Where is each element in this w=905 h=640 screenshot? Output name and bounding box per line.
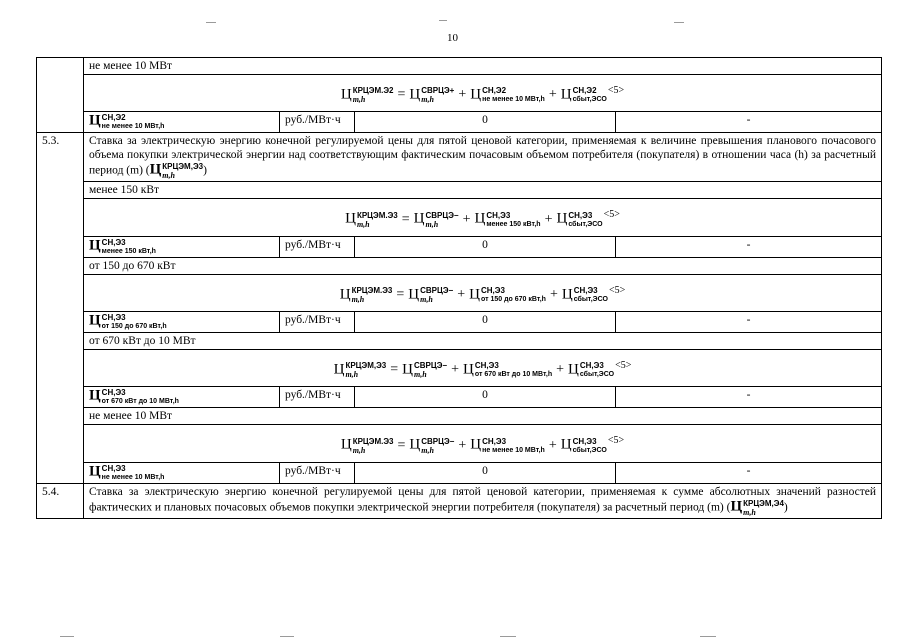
value-cell: 0 xyxy=(355,387,616,408)
unit-cell: руб./МВт·ч xyxy=(280,236,355,257)
scan-mark xyxy=(206,22,216,23)
item-description: Ставка за электрическую энергию конечной регулируемой цены для пятой ценовой категории, применяемая к сумме абсолютных значений разностей фактических и плановых почасовых объемов покупки электрической энергии потребителя (покупателя) за расчетный период (m) (Ц КРЦЭМ,Э4 m,h ) xyxy=(84,483,882,518)
formula: Ц КРЦЭМ.Э3 m,h = Ц СВРЦЭ− m,h + Ц СН,Э3 не менее 10 МВт,h + Ц СН,Э3 сбыт,ЭСО $^{<5>}$ xyxy=(84,425,882,462)
value-cell: - xyxy=(616,112,882,133)
unit-cell: руб./МВт·ч xyxy=(280,312,355,333)
component-symbol: Ц СН,Э3 от 150 до 670 кВт,h xyxy=(84,312,280,333)
value-cell: 0 xyxy=(355,312,616,333)
scan-mark xyxy=(60,636,74,637)
unit-cell: руб./МВт·ч xyxy=(280,112,355,133)
number-cell xyxy=(37,58,84,133)
scan-mark xyxy=(500,636,516,637)
unit-cell: руб./МВт·ч xyxy=(280,462,355,483)
value-cell: 0 xyxy=(355,112,616,133)
component-symbol: Ц СН,Э2 не менее 10 МВт,h xyxy=(84,112,280,133)
value-cell: 0 xyxy=(355,462,616,483)
value-cell: 0 xyxy=(355,236,616,257)
formula: Ц КРЦЭМ.Э3 m,h = Ц СВРЦЭ− m,h + Ц СН,Э3 менее 150 кВт,h + Ц СН,Э3 сбыт,ЭСО $^{<5>}$ xyxy=(84,199,882,236)
tariff-table xyxy=(36,57,882,519)
formula: Ц КРЦЭМ.Э3 m,h = Ц СВРЦЭ− m,h + Ц СН,Э3 от 150 до 670 кВт,h + Ц СН,Э3 сбыт,ЭСО $^{<5>}$ xyxy=(84,274,882,311)
formula: Ц КРЦЭМ,Э3 m,h = Ц СВРЦЭ− m,h + Ц СН,Э3 от 670 кВт до 10 МВт,h + Ц СН,Э3 сбыт,ЭСО $^{<5>}$ xyxy=(84,350,882,387)
scan-mark xyxy=(439,20,447,21)
unit-cell: руб./МВт·ч xyxy=(280,387,355,408)
value-cell: - xyxy=(616,387,882,408)
component-symbol: Ц СН,Э3 не менее 10 МВт,h xyxy=(84,462,280,483)
subgroup-label: от 670 кВт до 10 МВт xyxy=(84,333,882,350)
value-cell: - xyxy=(616,462,882,483)
item-number: 5.3. xyxy=(37,133,84,483)
value-cell: - xyxy=(616,236,882,257)
subgroup-label: менее 150 кВт xyxy=(84,182,882,199)
formula: Ц КРЦЭМ.Э2 m,h = Ц СВРЦЭ+ m,h + Ц СН,Э2 не менее 10 МВт,h + Ц СН,Э2 сбыт,ЭСО $^{<5>}$ xyxy=(84,75,882,112)
scan-mark xyxy=(280,636,294,637)
value-cell: - xyxy=(616,312,882,333)
scan-mark xyxy=(674,22,684,23)
scan-mark xyxy=(700,636,716,637)
component-symbol: Ц СН,Э3 от 670 кВт до 10 МВт,h xyxy=(84,387,280,408)
item-description: Ставка за электрическую энергию конечной регулируемой цены для пятой ценовой категории, применяемая к величине превышения планового почасового объема покупки электрической энергии над соответствующим фактическим почасовым объемом потребителя (покупателя) в отношении часа (h) за расчетный период (m) (Ц КРЦЭМ,Э3 m,h ) xyxy=(84,133,882,182)
component-symbol: Ц СН,Э3 менее 150 кВт,h xyxy=(84,236,280,257)
subgroup-label: не менее 10 МВт xyxy=(84,408,882,425)
item-number: 5.4. xyxy=(37,483,84,518)
subgroup-label: не менее 10 МВт xyxy=(84,58,882,75)
subgroup-label: от 150 до 670 кВт xyxy=(84,257,882,274)
page-number: 10 xyxy=(447,32,458,44)
